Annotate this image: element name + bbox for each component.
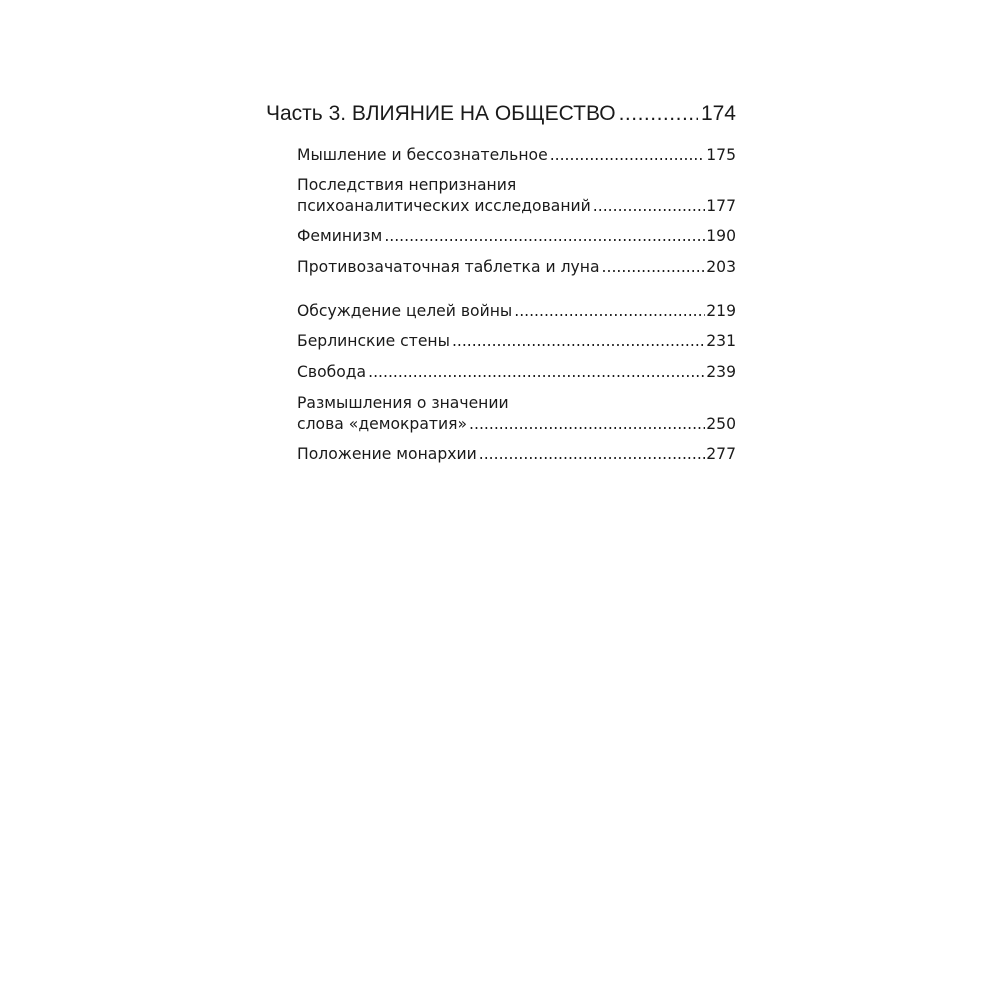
part-page-number: 174	[700, 102, 736, 125]
entry-title: Обсуждение целей войны	[297, 302, 513, 320]
toc-entry	[297, 226, 736, 247]
dot-leader	[550, 145, 706, 166]
dot-leader	[368, 362, 705, 383]
dot-leader	[384, 226, 705, 247]
entry-title-line-1: Размышления о значении	[297, 394, 509, 412]
toc-entry	[297, 362, 736, 383]
entry-page-number: 177	[706, 197, 736, 215]
entry-title: Берлинские стены	[297, 332, 450, 350]
toc-part-heading	[266, 100, 736, 128]
entry-title: Противозачаточная таблетка и луна	[297, 258, 600, 276]
toc-entry	[297, 331, 736, 352]
entry-title: Свобода	[297, 363, 367, 381]
dot-leader	[602, 257, 706, 278]
entry-page-number: 231	[706, 332, 736, 350]
toc-entry	[297, 145, 736, 166]
entry-page-number: 250	[706, 415, 736, 433]
entry-title: Положение монархии	[297, 445, 477, 463]
entry-title-line-2: психоаналитических исследований	[297, 197, 591, 215]
toc-entry	[297, 257, 736, 278]
entry-title-line-1: Последствия непризнания	[297, 176, 517, 194]
entry-title-line-2: слова «демократия»	[297, 415, 468, 433]
entry-page-number: 175	[706, 146, 736, 164]
dot-leader	[593, 196, 705, 217]
toc-entry	[297, 444, 736, 465]
entry-title: Феминизм	[297, 227, 383, 245]
entry-page-number: 277	[706, 445, 736, 463]
dot-leader	[479, 444, 705, 465]
entry-page-number: 190	[706, 227, 736, 245]
toc-entry	[297, 393, 736, 435]
dot-leader	[619, 100, 698, 128]
entry-page-number: 239	[706, 363, 736, 381]
toc-entry	[297, 301, 736, 322]
entry-page-number: 219	[706, 302, 736, 320]
part-title: Часть 3. ВЛИЯНИЕ НА ОБЩЕСТВО	[266, 102, 616, 125]
dot-leader	[514, 301, 705, 322]
entry-page-number: 203	[706, 258, 736, 276]
entry-title: Мышление и бессознательное	[297, 146, 548, 164]
dot-leader	[469, 414, 705, 435]
dot-leader	[452, 331, 705, 352]
toc-entry	[297, 175, 736, 217]
